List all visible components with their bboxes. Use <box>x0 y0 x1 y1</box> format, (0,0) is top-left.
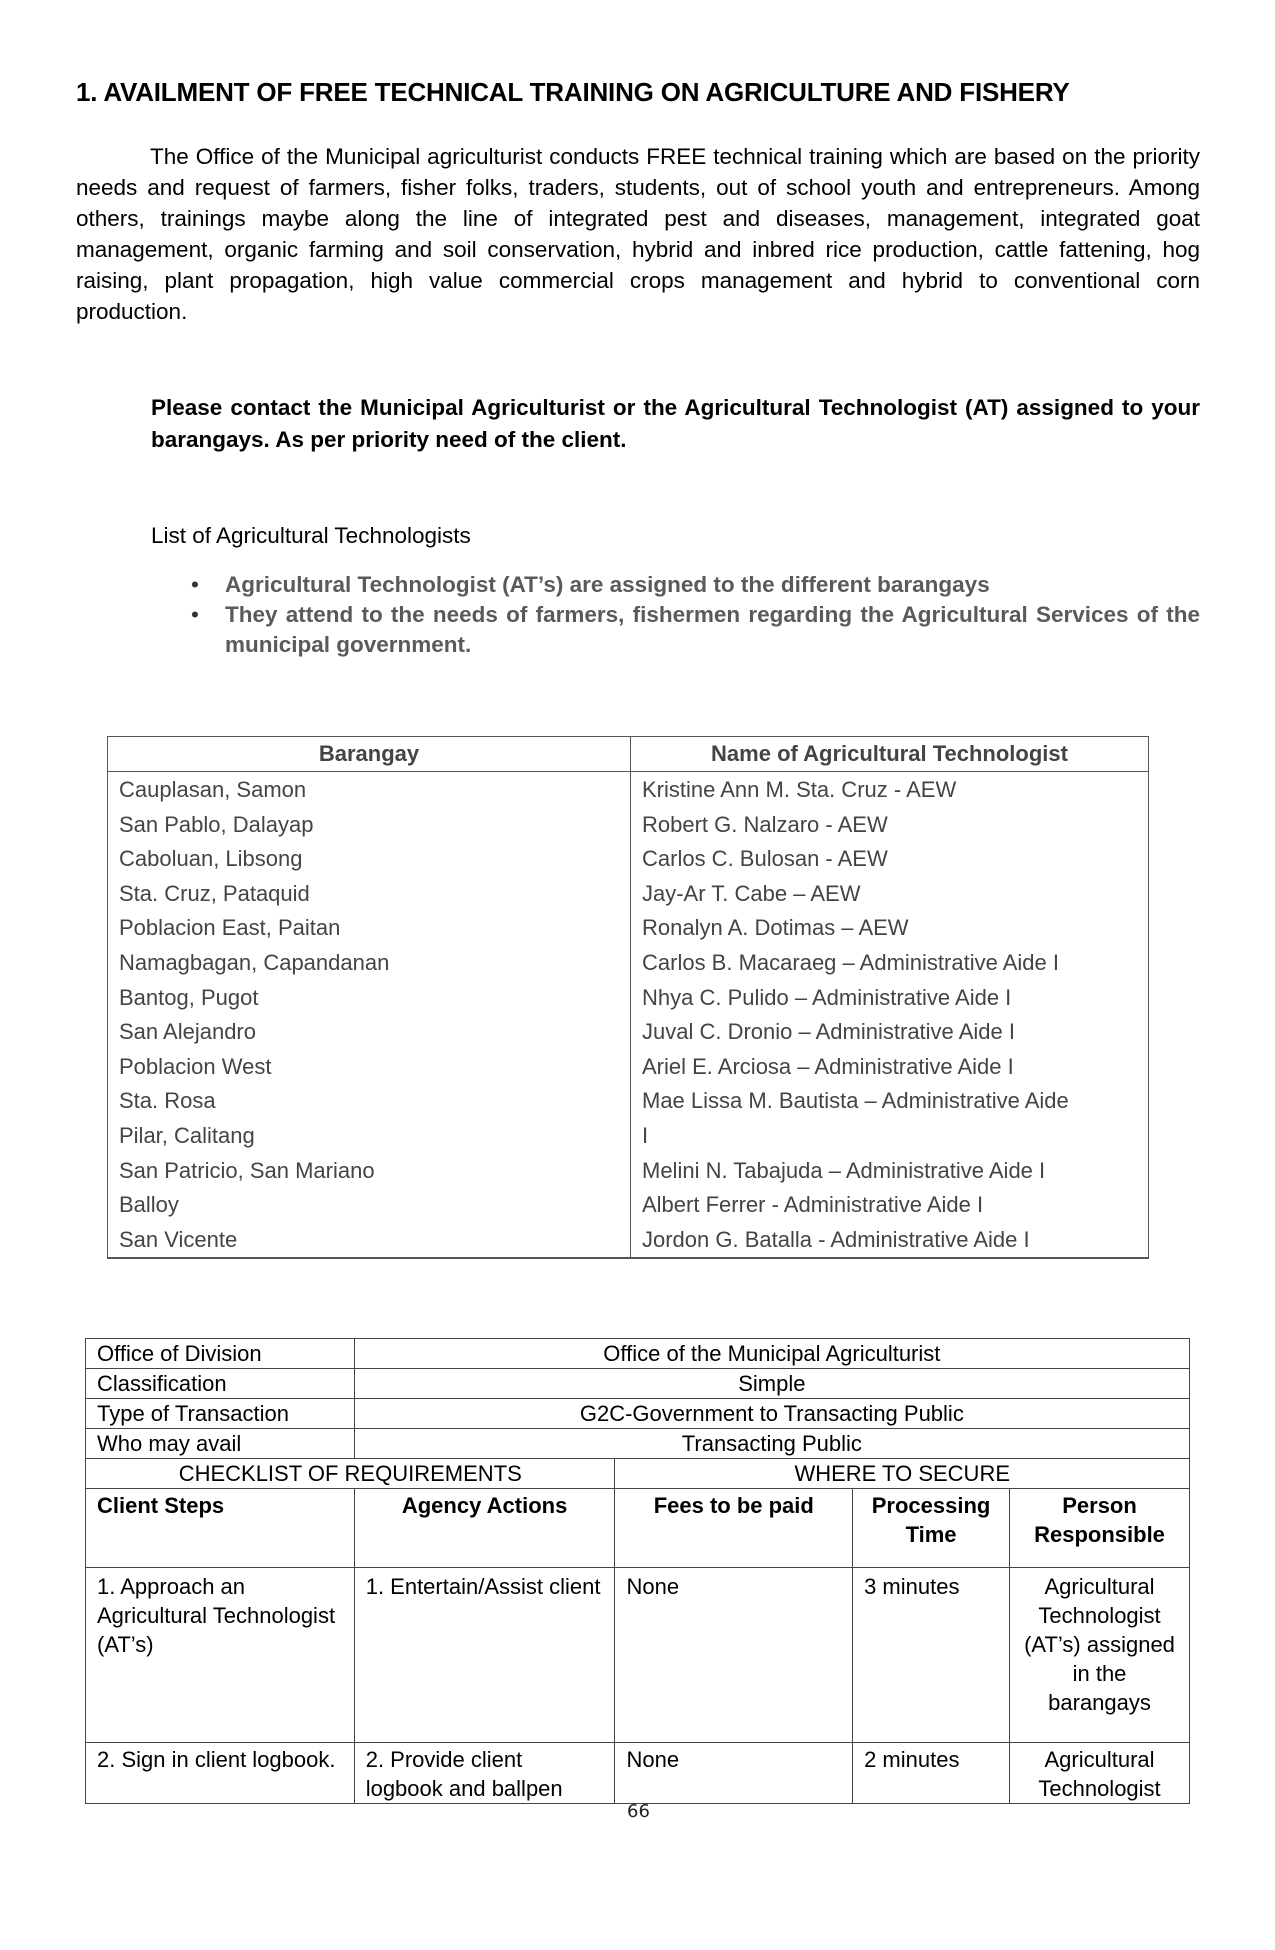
info-bullet-list <box>151 570 1200 660</box>
meta-row-transaction-type <box>86 1399 1190 1429</box>
barangay-cell <box>108 772 631 1259</box>
technologists-table <box>107 736 1149 1259</box>
page-number: 66 <box>627 1801 650 1822</box>
barangay-name: Poblacion East, Paitan <box>119 915 341 941</box>
person-responsible-cell: Agricultural Technologist <box>1010 1743 1190 1804</box>
barangay-name: San Vicente <box>119 1226 238 1252</box>
fees-cell: None <box>615 1743 853 1804</box>
technologist-name: Mae Lissa M. Bautista – Administrative Aide <box>642 1088 1069 1114</box>
section-heading: 1. AVAILMENT OF FREE TECHNICAL TRAINING ON AGRICULTURE AND FISHERY <box>76 77 1070 107</box>
technologist-name: Juval C. Dronio – Administrative Aide I <box>642 1019 1015 1045</box>
client-step-cell: 2. Sign in client logbook. <box>86 1743 355 1804</box>
barangay-name: San Patricio, San Mariano <box>119 1157 375 1183</box>
client-step-cell: 1. Approach an Agricultural Technologist (AT’s) <box>86 1568 355 1743</box>
column-header-barangay: Barangay <box>108 737 631 772</box>
technologist-name: Carlos B. Macaraeg – Administrative Aide I <box>642 949 1059 975</box>
meta-value: G2C-Government to Transacting Public <box>354 1399 1189 1429</box>
technologist-name: Albert Ferrer - Administrative Aide I <box>642 1192 984 1218</box>
technologist-name: I <box>642 1122 649 1148</box>
meta-row-who-may-avail <box>86 1429 1190 1459</box>
where-to-secure-header: WHERE TO SECURE <box>615 1459 1190 1489</box>
table-header-row <box>108 737 1149 772</box>
bullet-item <box>151 600 1200 660</box>
barangay-name: Sta. Rosa <box>119 1088 216 1114</box>
technologist-cell <box>631 772 1149 1259</box>
barangay-name: San Alejandro <box>119 1019 256 1045</box>
technologist-name: Jay-Ar T. Cabe – AEW <box>642 880 861 906</box>
column-header-client-steps: Client Steps <box>86 1489 355 1568</box>
meta-label: Who may avail <box>86 1429 355 1459</box>
barangay-name: Cauplasan, Samon <box>119 777 307 802</box>
meta-value: Simple <box>354 1369 1189 1399</box>
bullet-item <box>151 570 1200 600</box>
technologist-name: Robert G. Nalzaro - AEW <box>642 811 888 837</box>
agency-action-cell: 2. Provide client logbook and ballpen <box>354 1743 615 1804</box>
barangay-name: Pilar, Calitang <box>119 1122 255 1148</box>
processing-time-cell: 3 minutes <box>853 1568 1010 1743</box>
contact-note: Please contact the Municipal Agriculturist or the Agricultural Technologist (AT) assigned to your barangays. As per priority need of the client. <box>151 395 1200 452</box>
intro-paragraph <box>76 141 1200 327</box>
bullet-text: Agricultural Technologist (AT’s) are assigned to the different barangays <box>225 572 990 597</box>
column-header-person-responsible: Person Responsible <box>1010 1489 1190 1568</box>
column-header-row <box>86 1489 1190 1568</box>
barangay-name: Poblacion West <box>119 1053 272 1079</box>
barangay-name: San Pablo, Dalayap <box>119 811 314 837</box>
meta-value: Office of the Municipal Agriculturist <box>354 1339 1189 1369</box>
technologist-name: Ariel E. Arciosa – Administrative Aide I <box>642 1053 1014 1079</box>
table-row <box>86 1568 1190 1743</box>
column-header-processing-time: Processing Time <box>853 1489 1010 1568</box>
column-header-technologist: Name of Agricultural Technologist <box>631 737 1149 772</box>
meta-value: Transacting Public <box>354 1429 1189 1459</box>
checklist-header: CHECKLIST OF REQUIREMENTS <box>86 1459 615 1489</box>
technologist-name: Jordon G. Batalla - Administrative Aide I <box>642 1226 1030 1252</box>
table-row <box>86 1743 1190 1804</box>
technologist-name: Kristine Ann M. Sta. Cruz - AEW <box>642 777 957 802</box>
technologist-name: Nhya C. Pulido – Administrative Aide I <box>642 984 1012 1010</box>
barangay-name: Caboluan, Libsong <box>119 846 303 872</box>
barangay-name: Balloy <box>119 1192 179 1218</box>
barangay-name: Sta. Cruz, Pataquid <box>119 880 310 906</box>
technologist-name: Melini N. Tabajuda – Administrative Aide I <box>642 1157 1046 1183</box>
processing-time-cell: 2 minutes <box>853 1743 1010 1804</box>
bullet-icon: • <box>191 602 199 627</box>
barangay-name: Namagbagan, Capandanan <box>119 949 390 975</box>
meta-label: Classification <box>86 1369 355 1399</box>
bullet-icon: • <box>191 572 199 597</box>
meta-row-office <box>86 1339 1190 1369</box>
meta-row-classification <box>86 1369 1190 1399</box>
table-row <box>108 772 1149 1259</box>
meta-label: Type of Transaction <box>86 1399 355 1429</box>
list-title: List of Agricultural Technologists <box>151 523 471 548</box>
fees-cell: None <box>615 1568 853 1743</box>
agency-action-cell: 1. Entertain/Assist client <box>354 1568 615 1743</box>
service-table <box>85 1338 1190 1804</box>
column-header-agency-actions: Agency Actions <box>354 1489 615 1568</box>
person-responsible-cell: Agricultural Technologist (AT’s) assigned in the barangays <box>1010 1568 1190 1743</box>
group-header-row <box>86 1459 1190 1489</box>
technologist-name: Ronalyn A. Dotimas – AEW <box>642 915 909 941</box>
technologist-name: Carlos C. Bulosan - AEW <box>642 846 888 872</box>
meta-label: Office of Division <box>86 1339 355 1369</box>
intro-text: The Office of the Municipal agriculturist conducts FREE technical training which are based on the priority needs and request of farmers, fisher folks, traders, students, out of school youth and entrepreneurs. Among others, trainings maybe along the line of integrated pest and diseases, management, integrated goat management, organic farming and soil conservation, hybrid and inbred rice production, cattle fattening, hog raising, plant propagation, high value commercial crops management and hybrid to conventional corn production. <box>76 144 1200 324</box>
bullet-text: They attend to the needs of farmers, fishermen regarding the Agricultural Services of the municipal government. <box>225 602 1200 657</box>
column-header-fees: Fees to be paid <box>615 1489 853 1568</box>
barangay-name: Bantog, Pugot <box>119 984 259 1010</box>
